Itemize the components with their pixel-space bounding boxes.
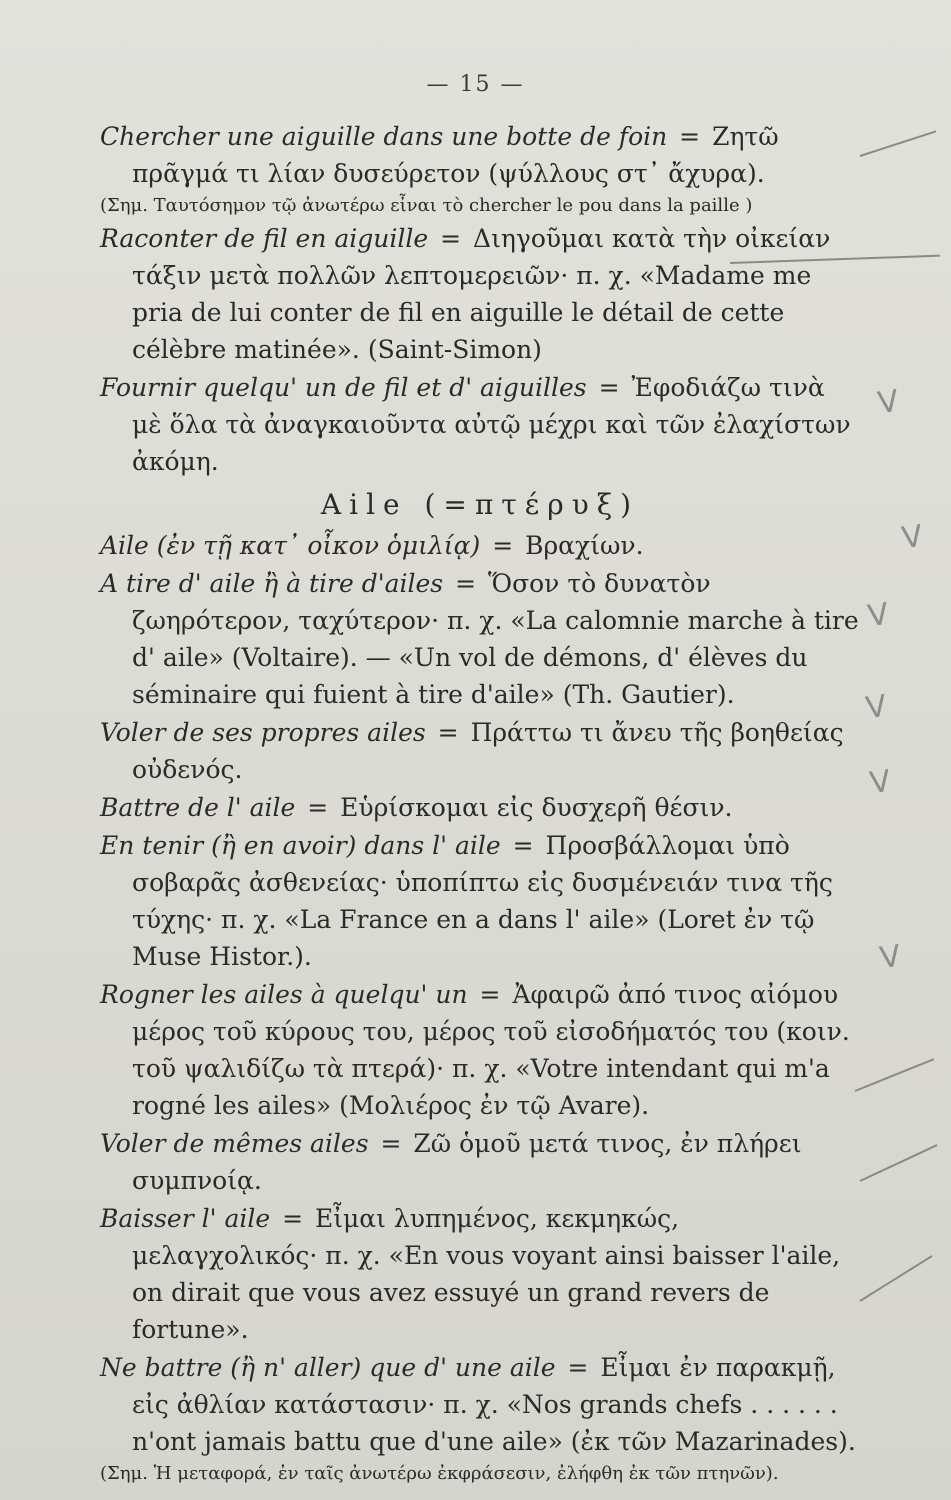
dictionary-entry [100, 714, 860, 788]
entry-separator: = [679, 122, 701, 151]
entry-term: Voler de mêmes ailes [100, 1129, 369, 1158]
entry-separator: = [307, 793, 329, 822]
entry-definition: Ἀφαιρῶ ἀπό τινος αἰόμου μέρος τοῦ κύρους του, μέρος τοῦ εἰσοδήματός του (κοιν. τοῦ ψαλιδίζω τὰ πτερά)· π. χ. «Votre intendant qui m'a rogné les ailes» (Μολιέρος ἐν τῷ Avare). [132, 980, 850, 1120]
dictionary-entry [100, 527, 860, 564]
entry-definition: Εὑρίσκομαι εἰς δυσχερῆ θέσιν. [340, 793, 733, 822]
check-mark-icon: V [899, 518, 925, 557]
dictionary-entry [100, 220, 860, 368]
dictionary-entry [100, 118, 860, 192]
entry-term: Voler de ses propres ailes [100, 718, 426, 747]
dictionary-entry [100, 1349, 860, 1460]
entry-note: (Σημ. Ταυτόσημον τῷ ἀνωτέρω εἶναι τὸ chercher le pou dans la paille ) [100, 195, 753, 216]
entry-term: Raconter de fil en aiguille [100, 224, 429, 253]
entry-separator: = [567, 1353, 589, 1382]
entry-definition: Ἐφοδιάζω τινὰ μὲ ὅλα τὰ ἀναγκαιοῦντα αὐτῷ μέχρι καὶ τῶν ἐλαχίστων ἀκόμη. [132, 373, 851, 476]
entry-term: Ne battre (ἢ n' aller) que d' une aile [100, 1353, 556, 1382]
entry-separator: = [492, 531, 514, 560]
entry-definition: Διηγοῦμαι κατὰ τὴν οἰκείαν τάξιν μετὰ πολλῶν λεπτομερειῶν· π. χ. «Madame me pria de lui conter de fil en aiguille le détail de cette célèbre matinée». (Saint-Simon) [132, 224, 831, 364]
page-text [100, 118, 860, 1488]
dictionary-entry [100, 1125, 860, 1199]
check-mark-icon: V [877, 938, 903, 977]
entry-term: Aile (ἐν τῇ κατ᾽ οἶκον ὁμιλίᾳ) [100, 531, 481, 560]
dictionary-entry [100, 789, 860, 826]
entry-definition: Ὅσον τὸ δυνατὸν ζωηρότερον, ταχύτερον· π. χ. «La calomnie marche à tire d' aile» (Voltaire). — «Un vol de démons, d' élèves du séminaire qui fuient à tire d'aile» (Th. Gautier). [132, 569, 859, 709]
entry-separator: = [437, 718, 459, 747]
entry-note: (Σημ. Ἡ μεταφορά, ἐν ταῖς ἀνωτέρω ἐκφράσεσιν, ἐλήφθη ἐκ τῶν πτηνῶν). [100, 1463, 779, 1484]
check-mark-icon: V [863, 688, 889, 727]
entry-term: Fournir quelqu' un de fil et d' aiguilles [100, 373, 587, 402]
entry-definition: Εἶμαι λυπημένος, κεκμηκώς, μελαγχολικός· π. χ. «En vous voyant ainsi baisser l'aile, on dirait que vous avez essuyé un grand revers de fortune». [132, 1204, 841, 1344]
entry-separator: = [440, 224, 462, 253]
entry-term: Chercher une aiguille dans une botte de foin [100, 122, 668, 151]
entry-definition: Εἶμαι ἐν παρακμῇ, εἰς ἀθλίαν κατάστασιν· π. χ. «Nos grands chefs . . . . . . n'ont jamais battu que d'une aile» (ἐκ τῶν Mazarinades). [132, 1353, 856, 1456]
entry-term: Battre de l' aile [100, 793, 296, 822]
check-mark-icon: V [875, 383, 901, 422]
pencil-stroke [855, 1058, 935, 1092]
entry-separator: = [512, 831, 534, 860]
entry-definition: Προσβάλλομαι ὑπὸ σοβαρᾶς ἀσθενείας· ὑποπίπτω εἰς δυσμένειάν τινα τῆς τύχης· π. χ. «La France en a dans l' aile» (Loret ἐν τῷ Muse Histor.). [132, 831, 833, 971]
dictionary-entry [100, 1200, 860, 1348]
entry-separator: = [479, 980, 501, 1009]
section-heading: Aile (=πτέρυξ) [320, 488, 640, 521]
dictionary-entry [100, 976, 860, 1124]
entry-term: En tenir (ἢ en avoir) dans l' aile [100, 831, 501, 860]
pencil-stroke [860, 130, 937, 157]
page-number: — 15 — [426, 72, 525, 97]
entry-definition: Πράττω τι ἄνευ τῆς βοηθείας οὐδενός. [132, 718, 844, 784]
pencil-stroke [859, 1255, 932, 1302]
check-mark-icon: V [867, 763, 893, 802]
entry-term: Rogner les ailes à quelqu' un [100, 980, 468, 1009]
dictionary-entry [100, 827, 860, 975]
check-mark-icon: V [865, 596, 891, 635]
entry-separator: = [282, 1204, 304, 1233]
dictionary-entry [100, 369, 860, 480]
entry-separator: = [455, 569, 477, 598]
entry-definition: Ζῶ ὁμοῦ μετά τινος, ἐν πλήρει συμπνοίᾳ. [132, 1129, 802, 1195]
entry-definition: Ζητῶ πρᾶγμά τι λίαν δυσεύρετον (ψύλλους στ᾽ ἄχυρα). [132, 122, 779, 188]
pencil-stroke [860, 1144, 938, 1182]
dictionary-entry [100, 565, 860, 713]
entry-term: Baisser l' aile [100, 1204, 271, 1233]
entry-separator: = [598, 373, 620, 402]
entry-term: A tire d' aile ἢ à tire d'ailes [100, 569, 444, 598]
entry-separator: = [380, 1129, 402, 1158]
entry-definition: Βραχίων. [525, 531, 644, 560]
